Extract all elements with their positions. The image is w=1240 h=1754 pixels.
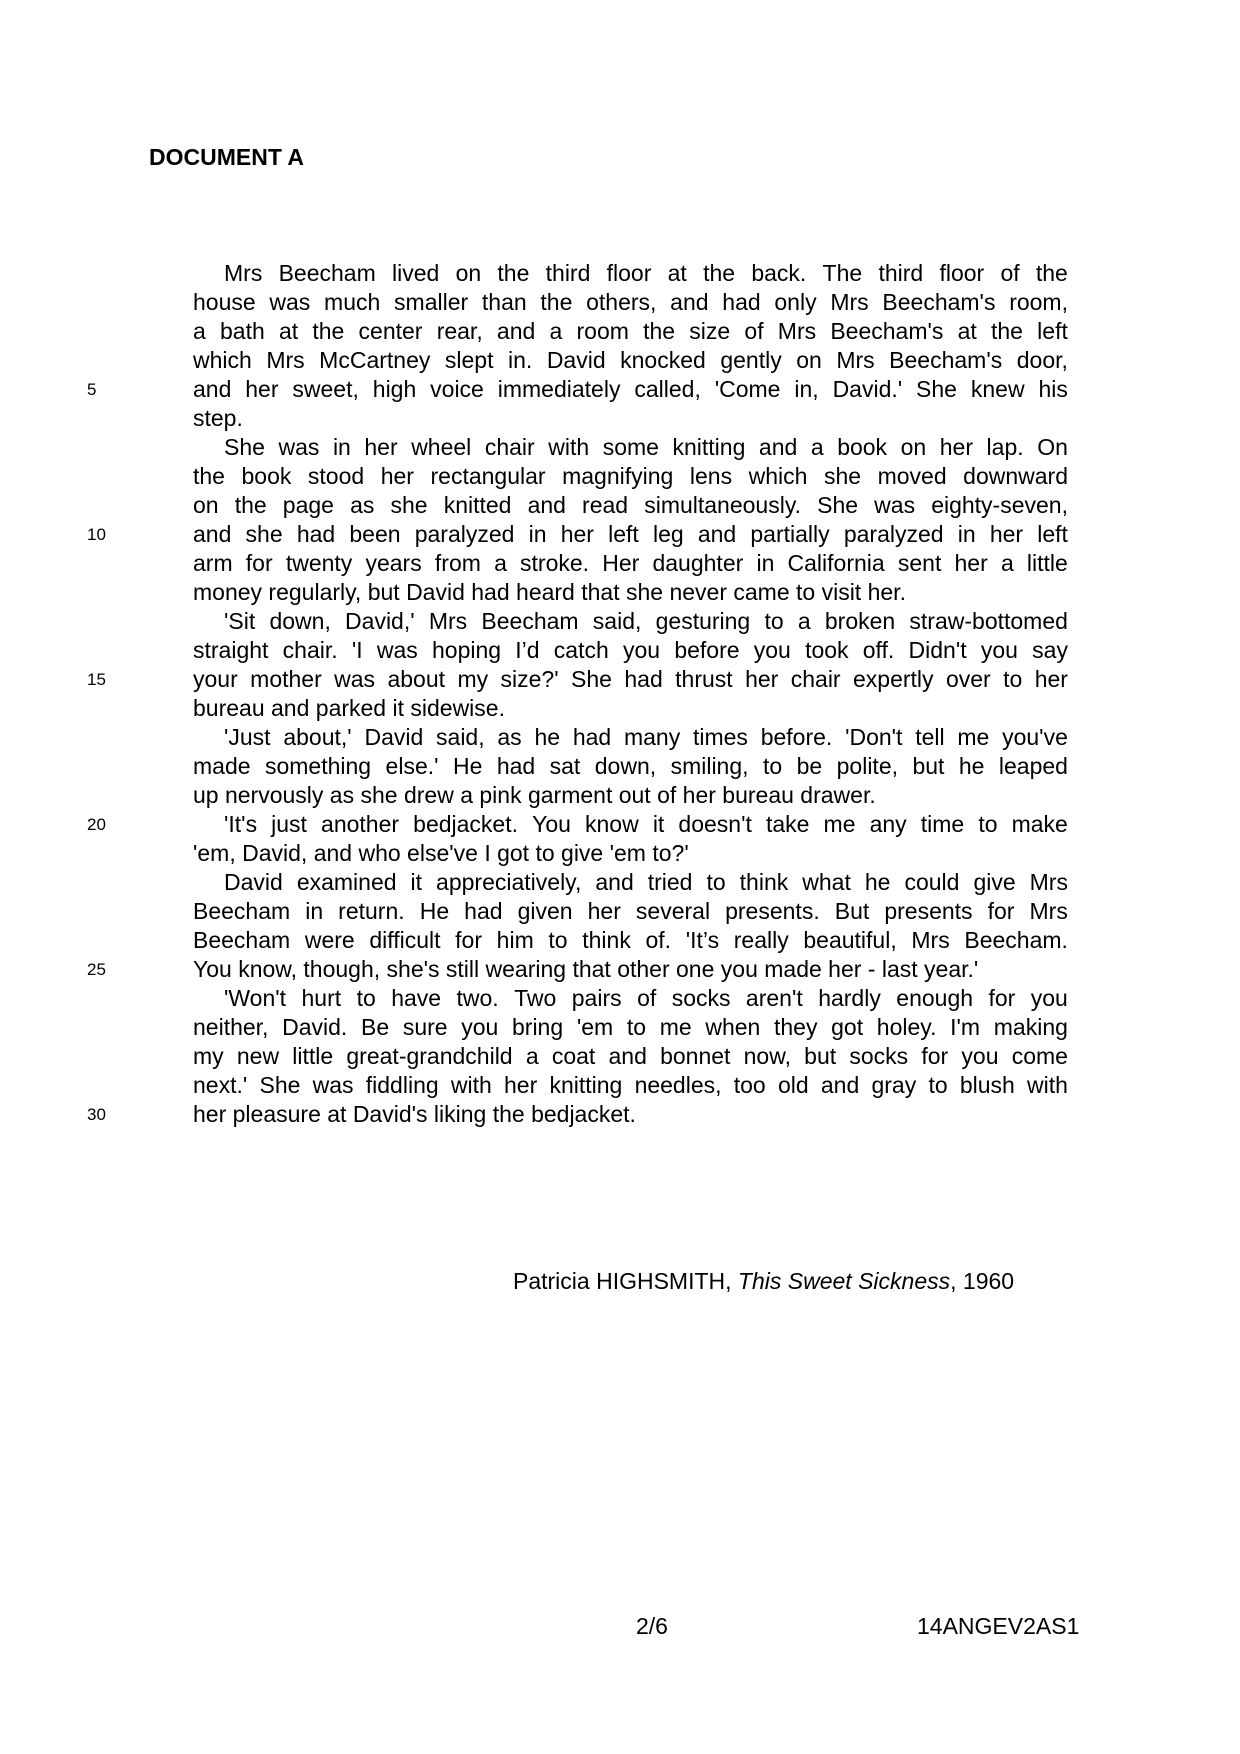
page-number: 2/6 [636, 1613, 668, 1639]
passage-line [87, 955, 1068, 984]
passage-line: arm for twenty years from a stroke. Her daughter in California sent her a little [193, 550, 1068, 576]
passage-line [193, 839, 1068, 868]
passage-line: the book stood her rectangular magnifying lens which she moved downward [193, 463, 1068, 489]
line-text: up nervously as she drew a pink garment out of her bureau drawer. [193, 782, 876, 808]
passage-line: David examined it appreciatively, and tried to think what he could give Mrs [224, 869, 1068, 895]
line-number: 30 [87, 1105, 106, 1124]
passage-line: next.' She was fiddling with her knitting needles, too old and gray to blush with [193, 1072, 1068, 1098]
passage-line [193, 694, 1068, 723]
passage-line: She was in her wheel chair with some knitting and a book on her lap. On [224, 434, 1068, 460]
line-number: 25 [87, 960, 106, 979]
passage-line: 5 and her sweet, high voice immediately called, 'Come in, David.' She knew his [87, 376, 1068, 402]
passage-line [87, 1100, 1068, 1129]
passage-line: a bath at the center rear, and a room the size of Mrs Beecham's at the left [193, 318, 1068, 344]
line-text: her pleasure at David's liking the bedjacket. [193, 1101, 636, 1127]
line-number: 15 [87, 670, 106, 689]
line-text: step. [193, 405, 243, 431]
passage-line [193, 781, 1068, 810]
line-text: money regularly, but David had heard that she never came to visit her. [193, 579, 906, 605]
passage-line [193, 578, 1068, 607]
line-number: 5 [87, 380, 97, 399]
passage-line: Mrs Beecham lived on the third floor at the back. The third floor of the [224, 260, 1068, 286]
document-title: DOCUMENT A [149, 144, 305, 170]
line-number: 10 [87, 525, 106, 544]
passage-line: Beecham were difficult for him to think of. 'It’s really beautiful, Mrs Beecham. [193, 927, 1068, 953]
passage-text [87, 259, 1068, 1129]
passage-line: on the page as she knitted and read simultaneously. She was eighty-seven, [193, 492, 1068, 518]
passage-line: neither, David. Be sure you bring 'em to me when they got holey. I'm making [193, 1014, 1068, 1040]
passage-line: 'Won't hurt to have two. Two pairs of socks aren't hardly enough for you [224, 985, 1068, 1011]
source-work-title: This Sweet Sickness [737, 1268, 951, 1294]
source-citation [513, 1268, 1014, 1295]
passage-line: 'Just about,' David said, as he had many times before. 'Don't tell me you've [224, 724, 1068, 750]
passage-line [193, 404, 1068, 433]
passage-line: made something else.' He had sat down, smiling, to be polite, but he leaped [193, 753, 1068, 779]
document-code: 14ANGEV2AS1 [917, 1613, 1080, 1639]
line-number: 20 [87, 815, 106, 834]
passage-line: which Mrs McCartney slept in. David knocked gently on Mrs Beecham's door, [193, 347, 1068, 373]
line-text: bureau and parked it sidewise. [193, 695, 505, 721]
passage-line: house was much smaller than the others, and had only Mrs Beecham's room, [193, 289, 1068, 315]
line-text: You know, though, she's still wearing that other one you made her - last year.' [193, 956, 979, 982]
passage-line: 20 'It's just another bedjacket. You know it doesn't take me any time to make [87, 811, 1068, 837]
source-year: , 1960 [950, 1268, 1015, 1294]
passage-line: 10 and she had been paralyzed in her left leg and partially paralyzed in her left [87, 521, 1068, 547]
source-author: Patricia HIGHSMITH, [513, 1268, 732, 1294]
passage-line: 15 your mother was about my size?' She had thrust her chair expertly over to her [87, 666, 1068, 692]
passage-line: Beecham in return. He had given her several presents. But presents for Mrs [193, 898, 1068, 924]
passage-line: my new little great-grandchild a coat and bonnet now, but socks for you come [193, 1043, 1068, 1069]
line-text: 'em, David, and who else've I got to give 'em to?' [193, 840, 689, 866]
passage-line: straight chair. 'I was hoping I’d catch you before you took off. Didn't you say [193, 637, 1068, 663]
passage-line: 'Sit down, David,' Mrs Beecham said, gesturing to a broken straw-bottomed [224, 608, 1068, 634]
